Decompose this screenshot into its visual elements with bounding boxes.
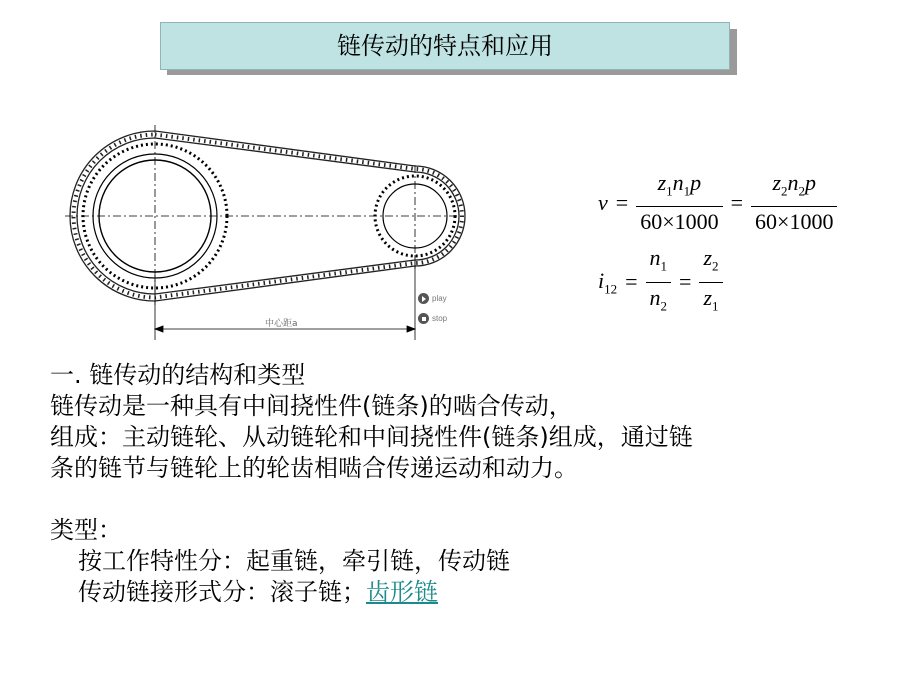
composition-line-cont: 条的链节与链轮上的轮齿相啮合传递运动和动力。 <box>50 454 578 482</box>
types-line-2 <box>50 577 910 608</box>
body-text <box>50 360 910 608</box>
dimension-label: 中心距a <box>265 319 298 329</box>
velocity-fraction-2: $\frac{z_2n_2p}{60\times 1000}$ <box>751 168 837 237</box>
formulas <box>598 168 837 327</box>
equals-sign: = <box>730 189 744 215</box>
stop-icon <box>418 313 429 324</box>
slide-title <box>160 22 730 70</box>
stop-button[interactable] <box>418 313 447 324</box>
types-label: 类型： <box>50 516 122 544</box>
chain-drive-diagram <box>60 125 470 340</box>
definition-line: 链传动是一种具有中间挠性件(链条)的啮合传动， <box>50 392 573 420</box>
play-label: play <box>432 294 447 303</box>
types-line-2-prefix: 传动链接形式分：滚子链； <box>78 578 366 606</box>
ratio-var: $i_{12}$ <box>598 267 618 296</box>
equals-sign: = <box>615 189 629 215</box>
equals-sign: = <box>625 269 638 295</box>
composition-line: 组成：主动链轮、从动链轮和中间挠性件(链条)组成，通过链 <box>50 423 693 451</box>
section-heading: 一. 链传动的结构和类型 <box>50 361 306 389</box>
equals-sign: = <box>679 269 692 295</box>
stop-label: stop <box>432 314 448 323</box>
play-button[interactable] <box>418 293 447 304</box>
slide-title-text: 链传动的特点和应用 <box>337 32 553 60</box>
velocity-fraction-1: $\frac{z_1n_1p}{60\times 1000}$ <box>636 168 722 237</box>
ratio-fraction-1: $\frac{n_1}{n_2}$ <box>646 243 672 321</box>
tooth-chain-link[interactable]: 齿形链 <box>366 578 438 606</box>
play-icon <box>418 293 429 304</box>
types-line-1: 按工作特性分：起重链，牵引链，传动链 <box>78 547 510 575</box>
ratio-formula <box>598 243 837 321</box>
velocity-var: v <box>598 189 608 215</box>
ratio-fraction-2: $\frac{z_2}{z_1}$ <box>699 243 722 321</box>
velocity-formula <box>598 168 837 237</box>
